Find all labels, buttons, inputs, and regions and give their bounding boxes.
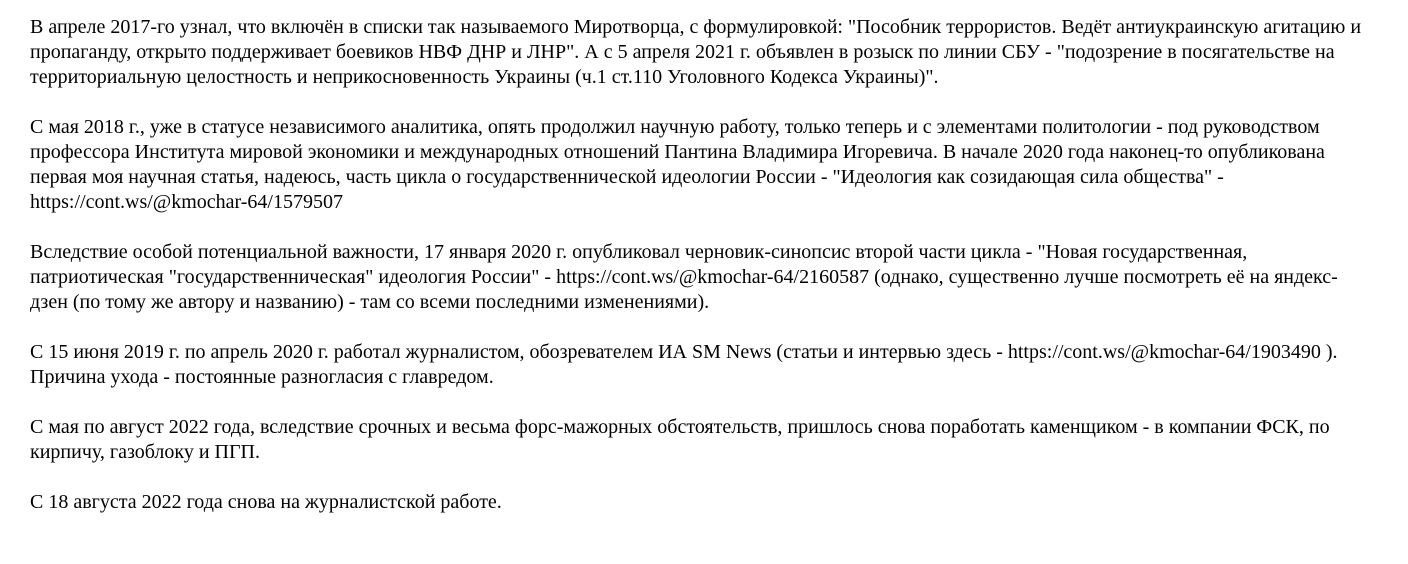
paragraph-journalism-return: С 18 августа 2022 года снова на журналистской работе. [30,491,502,513]
paragraph-bricklayer: С мая по август 2022 года, вследствие срочных и весьма форс-мажорных обстоятельств, пришлось снова поработать каменщиком - в компании ФСК, по кирпичу, газоблоку и ПГП. [30,416,1330,463]
paragraph-analyst-work: С мая 2018 г., уже в статусе независимого аналитика, опять продолжил научную работу, только теперь и с элементами политологии - под руководством профессора Института мировой экономики и международных отношений Пантина Владимира Игоревича. В начале 2020 года наконец-то опубликована первая моя научная статья, надеюсь, часть цикла о государственнической идеологии России - "Идеология как созидающая сила общества" - https://cont.ws/@kmochar-64/1579507 [30,116,1325,213]
paragraph-mirotvorets: В апреле 2017-го узнал, что включён в списки так называемого Миротворца, с формулировкой: "Пособник террористов. Ведёт антиукраинскую агитацию и пропаганду, открыто поддерживает боевиков НВФ ДНР и ЛНР". А с 5 апреля 2021 г. объявлен в розыск по линии СБУ - "подозрение в посягательстве на территориальную целостность и неприкосновенность Украины (ч.1 ст.110 Уголовного Кодекса Украины)". [30,16,1362,88]
paragraph-ideology-synopsis: Вследствие особой потенциальной важности, 17 января 2020 г. опубликовал черновик-синопсис второй части цикла - "Новая государственная, патриотическая "государственническая" идеология России" - https://cont.ws/@kmochar-64/2160587 (однако, существенно лучше посмотреть её на яндекс-дзен (по тому же автору и названию) - там со всеми последними изменениями). [30,241,1338,313]
paragraph-journalist-smnews: С 15 июня 2019 г. по апрель 2020 г. работал журналистом, обозревателем ИА SM News (статьи и интервью здесь - https://cont.ws/@kmochar-64/1903490 ). Причина ухода - постоянные разногласия с главредом. [30,341,1338,388]
